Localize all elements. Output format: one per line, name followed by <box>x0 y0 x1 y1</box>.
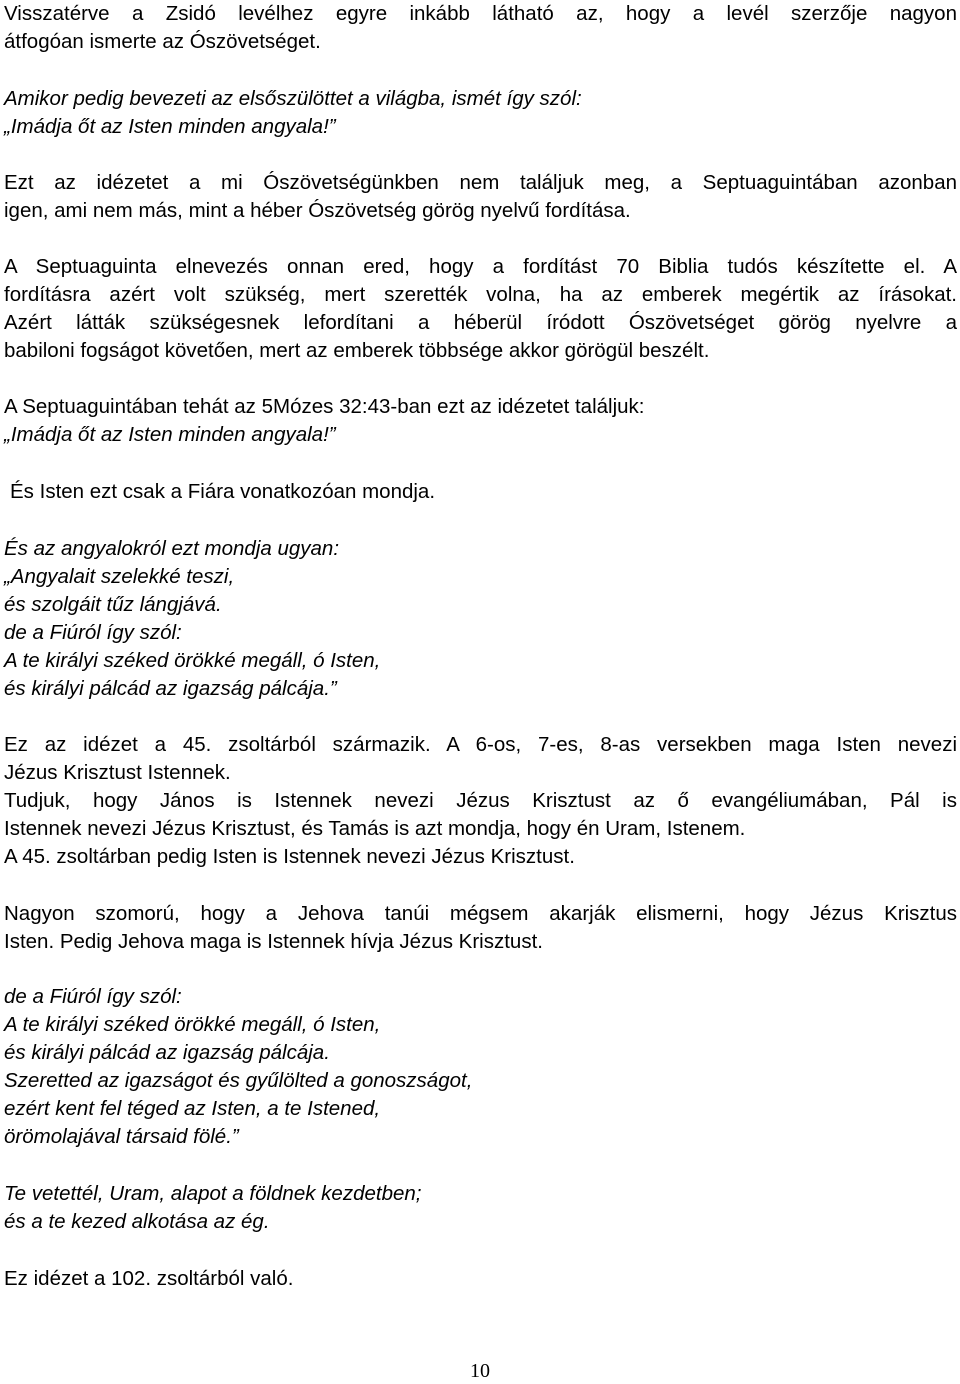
text-line: Te vetettél, Uram, alapot a földnek kezdetben; <box>4 1182 422 1205</box>
text-line: örömolajával társaid fölé.” <box>4 1125 239 1148</box>
text-line: Jézus Krisztust Istennek. <box>4 761 231 784</box>
text-line: Szeretted az igazságot és gyűlölted a gonoszságot, <box>4 1069 473 1092</box>
text-line: A te királyi széked örökké megáll, ó Isten, <box>4 1013 381 1036</box>
text-line: Ezt az idézetet a mi Ószövetségünkben nem találjuk meg, a Septuaguintában azonban <box>4 171 957 194</box>
paragraph <box>4 1265 957 1293</box>
text-line: Ez idézet a 102. zsoltárból való. <box>4 1267 294 1290</box>
text-line: A Septuaguintában tehát az 5Mózes 32:43-ban ezt az idézetet találjuk: <box>4 395 645 418</box>
text-line: Nagyon szomorú, hogy a Jehova tanúi mégsem akarják elismerni, hogy Jézus Krisztus <box>4 902 957 925</box>
text-line: A Septuaguinta elnevezés onnan ered, hogy a fordítást 70 Biblia tudós készítette el. A <box>4 255 957 278</box>
text-line: átfogóan ismerte az Ószövetséget. <box>4 30 321 53</box>
text-line: Azért látták szükségesnek lefordítani a héberül íródott Ószövetséget görög nyelvre a <box>4 311 957 334</box>
text-line: de a Fiúról így szól: <box>4 621 182 644</box>
text-line: „Imádja őt az Isten minden angyala!” <box>4 115 336 138</box>
text-line: igen, ami nem más, mint a héber Ószövetség görög nyelvű fordítása. <box>4 199 631 222</box>
text-line: Istennek nevezi Jézus Krisztust, és Tamás is azt mondja, hogy én Uram, Istenem. <box>4 817 746 840</box>
text-line: A 45. zsoltárban pedig Isten is Istennek nevezi Jézus Krisztust. <box>4 845 575 868</box>
text-line: A te királyi széked örökké megáll, ó Isten, <box>4 649 381 672</box>
text-line: Visszatérve a Zsidó levélhez egyre inkább látható az, hogy a levél szerzője nagyon <box>4 2 957 25</box>
text-line: És Isten ezt csak a Fiára vonatkozóan mondja. <box>10 480 436 503</box>
text-line: „Imádja őt az Isten minden angyala!” <box>4 423 336 446</box>
document-body <box>4 0 957 1293</box>
text-line: és királyi pálcád az igazság pálcája. <box>4 1041 330 1064</box>
text-line: Tudjuk, hogy János is Istennek nevezi Jézus Krisztust az ő evangéliumában, Pál is <box>4 789 957 812</box>
document-page <box>4 0 957 1293</box>
paragraph <box>4 983 957 1151</box>
paragraph <box>4 1180 957 1236</box>
text-line: Amikor pedig bevezeti az elsőszülöttet a világba, ismét így szól: <box>4 87 582 110</box>
text-line: de a Fiúról így szól: <box>4 985 182 1008</box>
paragraph <box>4 169 957 225</box>
text-line: ezért kent fel téged az Isten, a te Istened, <box>4 1097 381 1120</box>
paragraph <box>4 253 957 365</box>
paragraph <box>4 535 957 703</box>
text-line: Ez az idézet a 45. zsoltárból származik. A 6-os, 7-es, 8-as versekben maga Isten nevezi <box>4 733 957 756</box>
text-line: „Angyalait szelekké teszi, <box>4 565 235 588</box>
text-line: és királyi pálcád az igazság pálcája.” <box>4 677 337 700</box>
paragraph <box>4 85 957 141</box>
text-line: fordításra azért volt szükség, mert szerették volna, ha az emberek megértik az írásokat. <box>4 283 957 306</box>
text-line: És az angyalokról ezt mondja ugyan: <box>4 537 340 560</box>
paragraph <box>4 0 957 56</box>
text-line: babiloni fogságot követően, mert az emberek többsége akkor görögül beszélt. <box>4 339 710 362</box>
paragraph <box>4 393 957 449</box>
text-line: és szolgáit tűz lángjává. <box>4 593 222 616</box>
paragraph <box>4 478 957 506</box>
paragraph <box>4 900 957 956</box>
page-number: 10 <box>470 1360 490 1382</box>
text-line: Isten. Pedig Jehova maga is Istennek hívja Jézus Krisztust. <box>4 930 543 953</box>
text-line: és a te kezed alkotása az ég. <box>4 1210 270 1233</box>
paragraph <box>4 731 957 871</box>
